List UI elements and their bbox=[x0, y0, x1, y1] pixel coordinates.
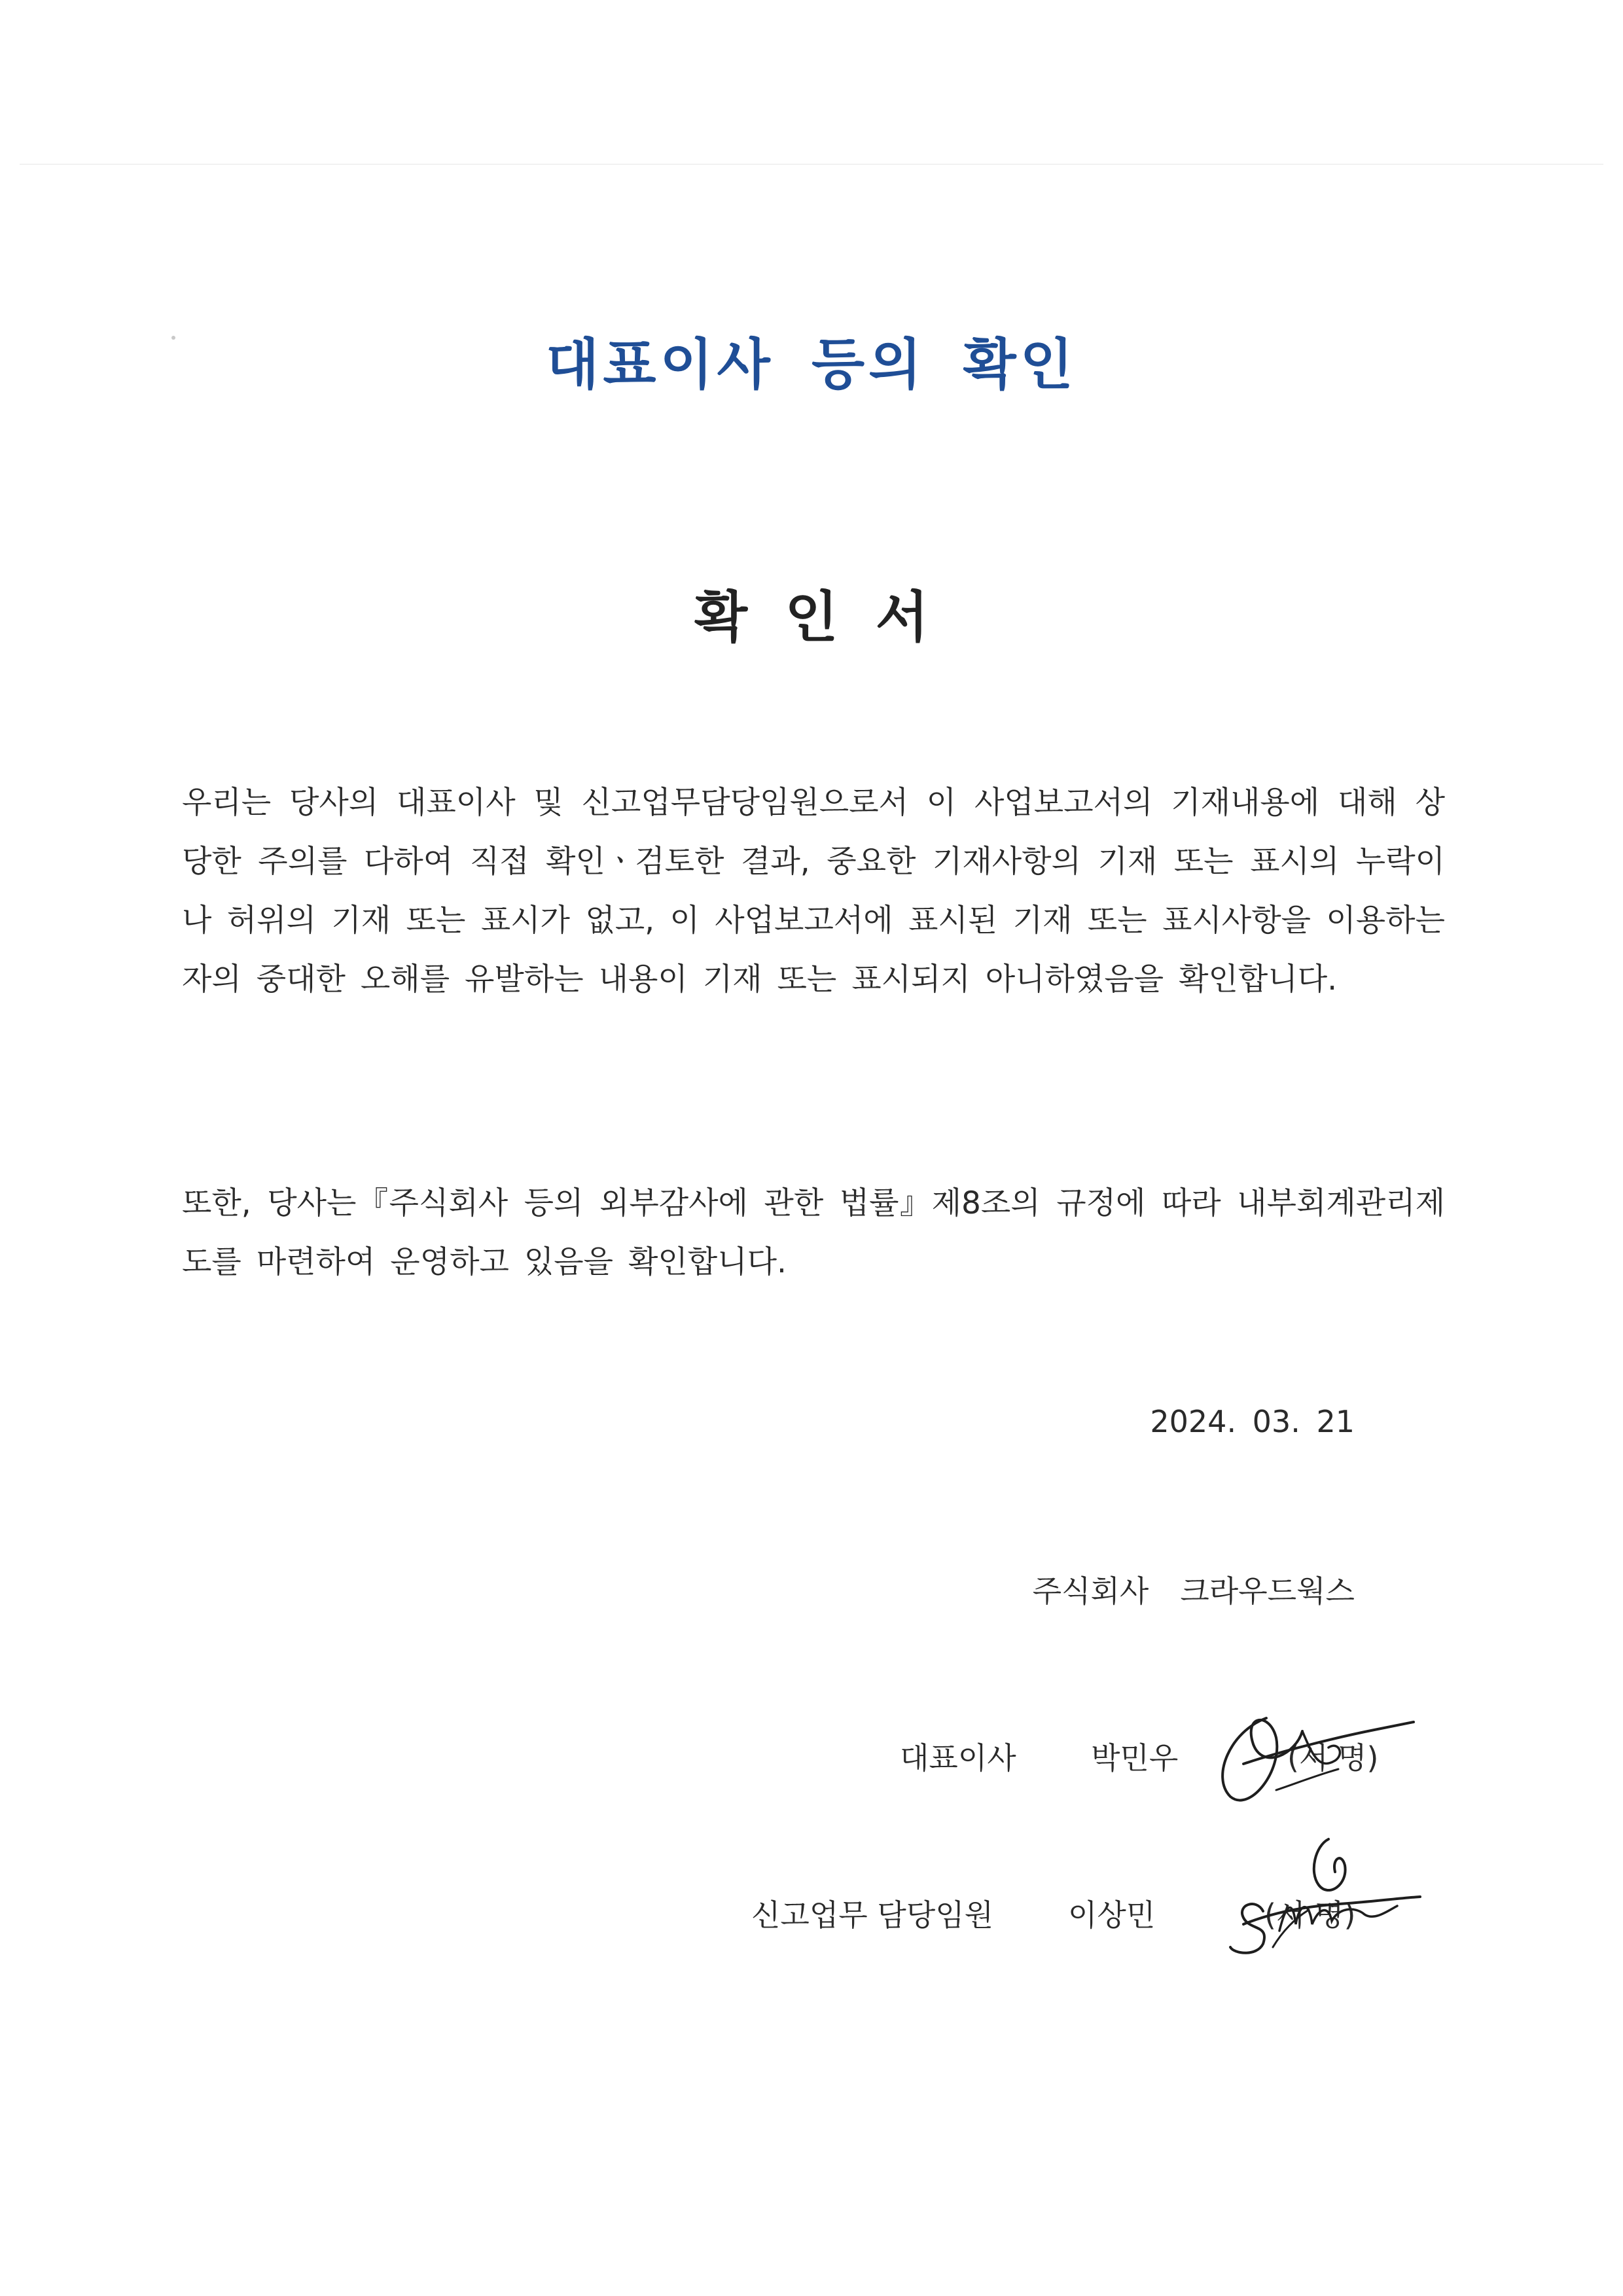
signer-name: 이상민 bbox=[1068, 1897, 1156, 1933]
confirmation-paragraph: 우리는 당사의 대표이사 및 신고업무담당임원으로서 이 사업보고서의 기재내용에 대해 상당한 주의를 다하여 직접 확인ㆍ검토한 결과, 중요한 기재사항의 기재 또는 표시의 누락이나 허위의 기재 또는 표시가 없고, 이 사업보고서에 표시된 기재 또는 표시사항을 이용하는 자의 중대한 오해를 유발하는 내용이 기재 또는 표시되지 아니하였음을 확인합니다. bbox=[182, 785, 1445, 997]
document-date: 2024. 03. 21 bbox=[1150, 1404, 1355, 1439]
officer-handwritten-signature bbox=[1217, 1833, 1427, 1964]
company-type: 주식회사 bbox=[1032, 1573, 1149, 1609]
company-line bbox=[1033, 1568, 1355, 1611]
sign-placeholder: (서 명) bbox=[1264, 1897, 1356, 1933]
company-name: 크라우드웍스 bbox=[1180, 1573, 1355, 1609]
ceo-handwritten-signature bbox=[1204, 1692, 1420, 1810]
internal-control-paragraph: 또한, 당사는『주식회사 등의 외부감사에 관한 법률』제8조의 규정에 따라 내부회계관리제도를 마련하여 운영하고 있음을 확인합니다. bbox=[182, 1185, 1445, 1280]
section-heading: 대표이사 등의 확인 bbox=[546, 332, 1077, 397]
document-title: 확 인 서 bbox=[694, 585, 929, 649]
signer-name: 박민우 bbox=[1091, 1740, 1179, 1776]
signer-role: 대표이사 bbox=[900, 1740, 1016, 1776]
signer-role: 신고업무 담당임원 bbox=[751, 1897, 994, 1933]
top-divider bbox=[20, 164, 1603, 165]
sign-placeholder: (서 명) bbox=[1287, 1740, 1379, 1776]
